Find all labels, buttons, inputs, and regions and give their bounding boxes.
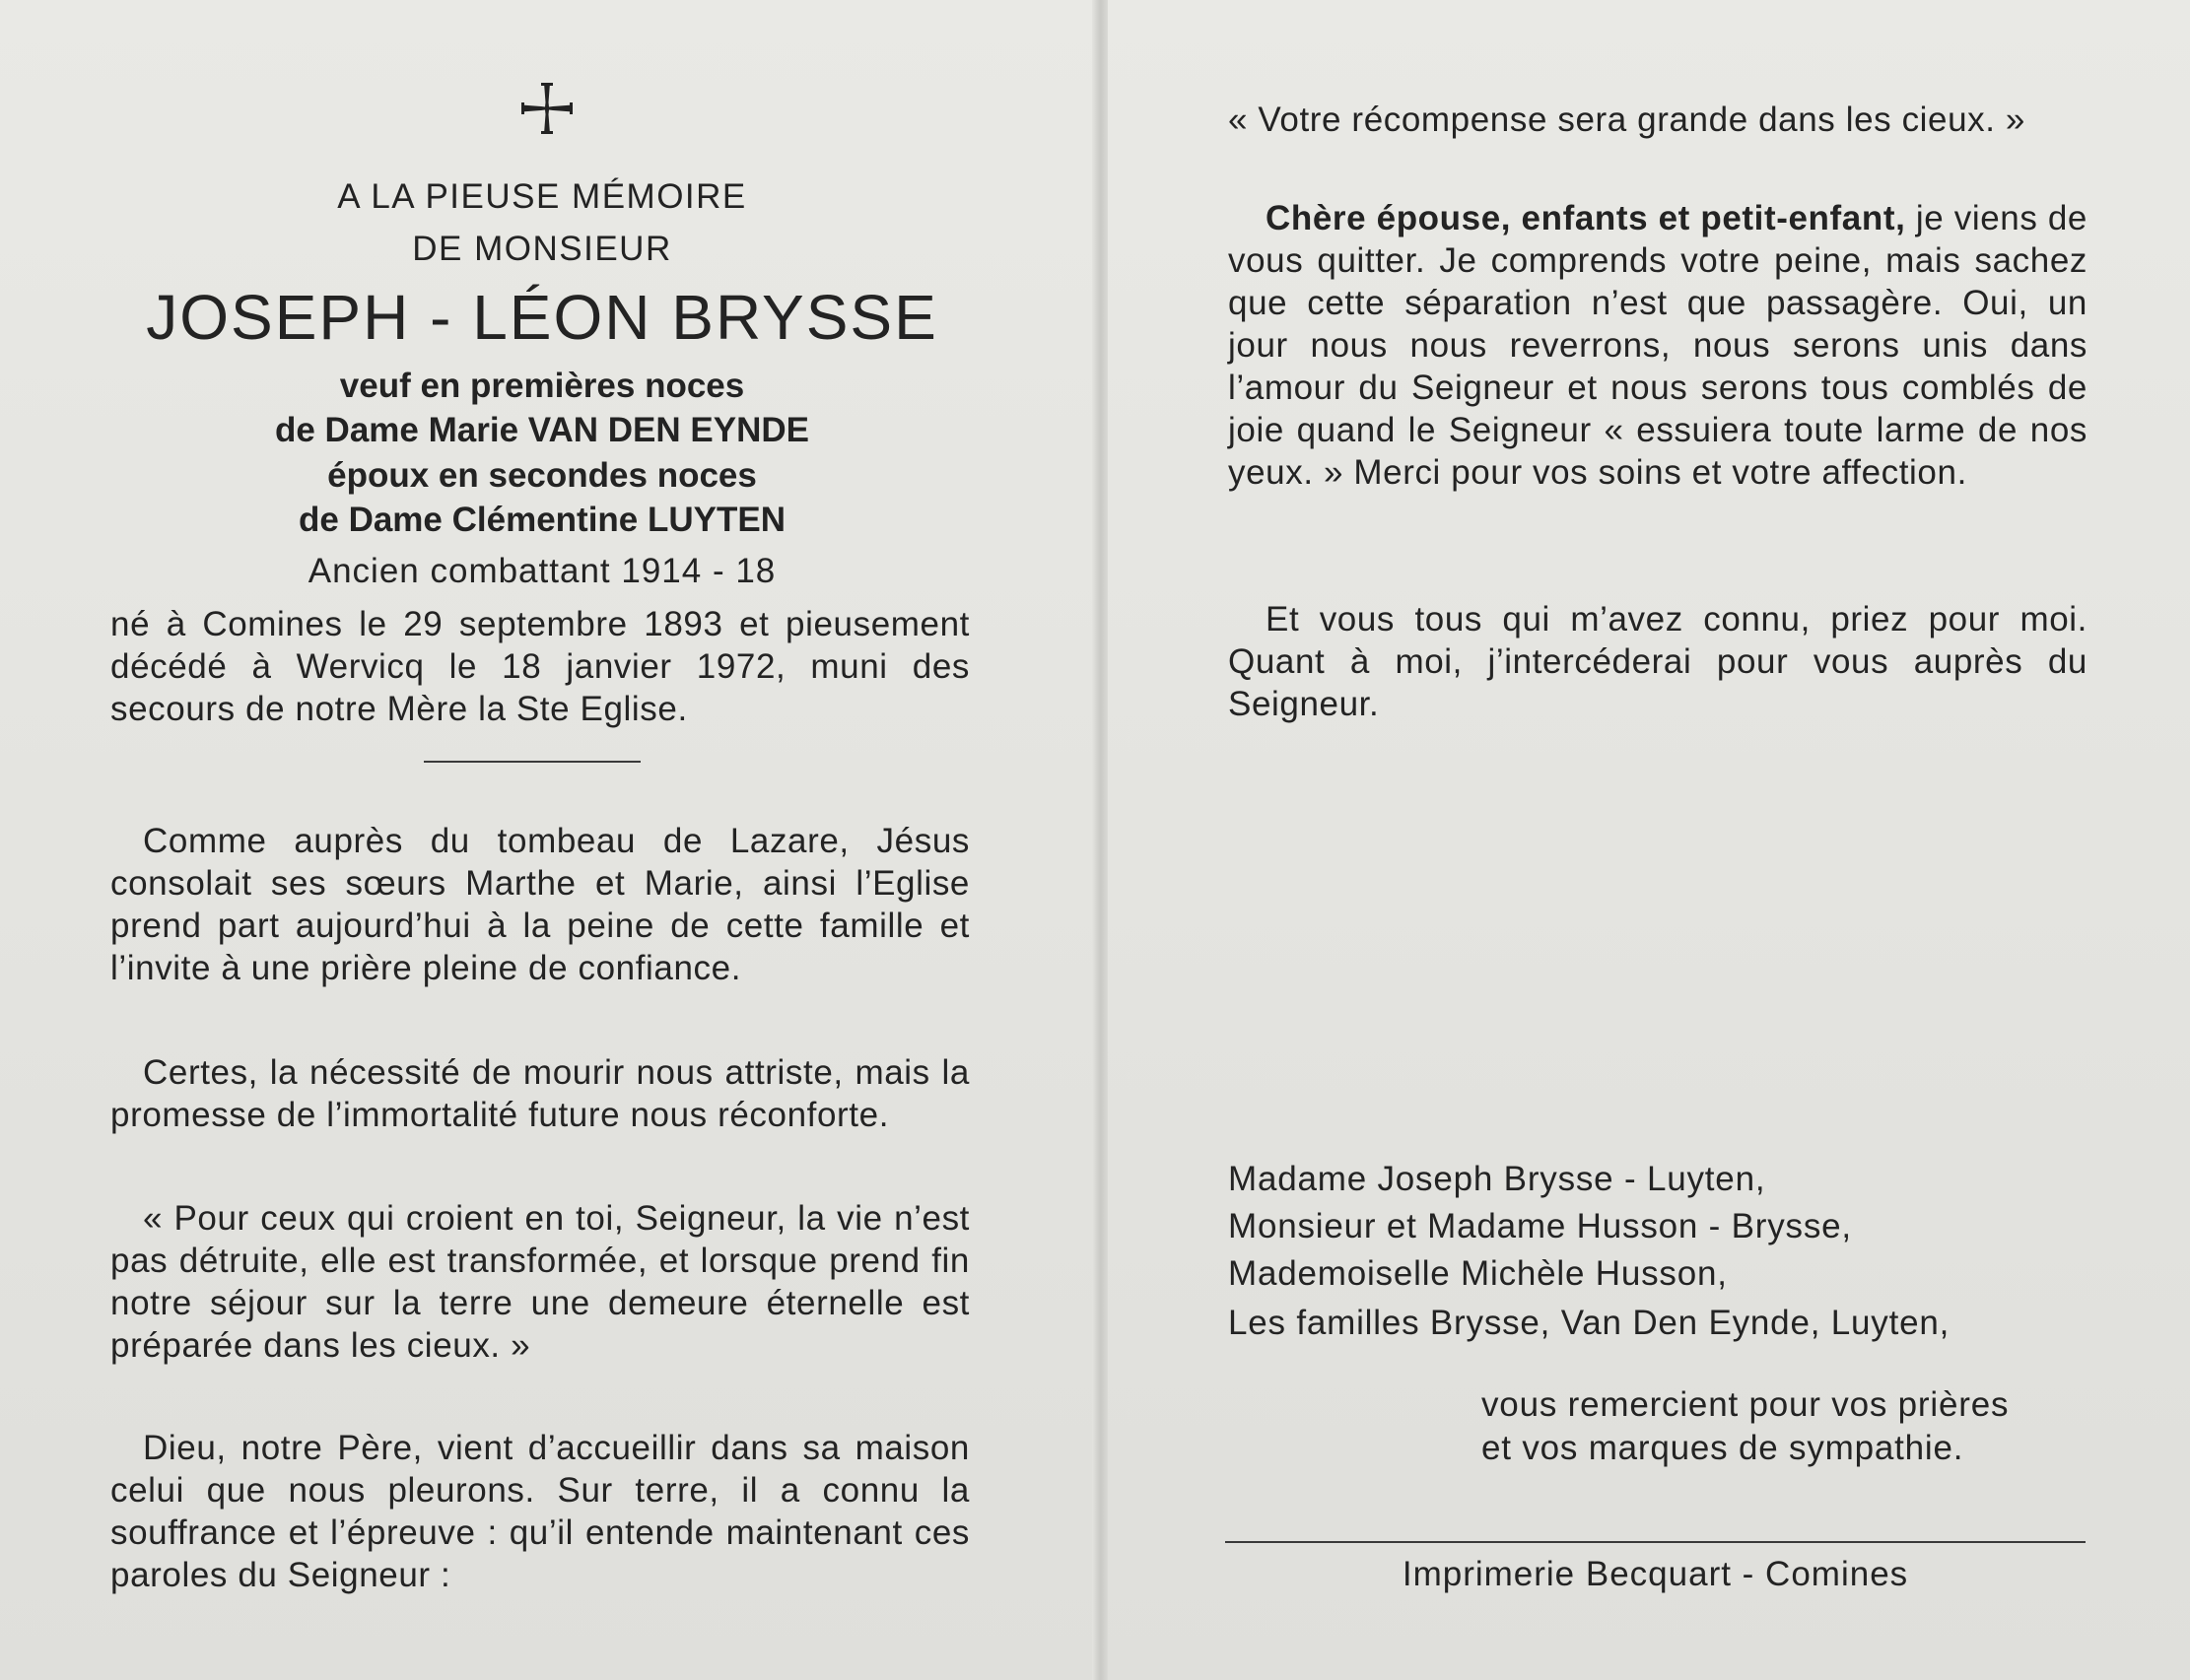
footer-divider [1225,1541,2086,1543]
farewell-address: Chère épouse, enfants et petit-enfant, [1266,199,1906,237]
marriage-line-1: veuf en premières noces [339,367,745,405]
honorific-line: DE MONSIEUR [412,230,672,268]
family-line: Mademoiselle Michèle Husson, [1228,1254,1728,1293]
thanks-line: vous remercient pour vos prières [1481,1385,2010,1424]
reward-quote: « Votre récompense sera grande dans les cieux. » [1228,101,2025,139]
birth-death-paragraph: né à Comines le 29 septembre 1893 et pieusement décédé à Wervicq le 18 janvier 1972, muni des secours de notre Mère la Ste Eglise. [110,605,970,728]
paragraph-quote: « Pour ceux qui croient en toi, Seigneur, la vie n’est pas détruite, elle est transformée, et lorsque prend fin notre séjour sur la terre une demeure éternelle est préparée dans les cieux. » [110,1199,970,1365]
thanks-line: et vos marques de sympathie. [1481,1429,1964,1467]
cross-pattee-icon [517,79,577,138]
marriage-line-4: de Dame Clémentine LUYTEN [299,501,786,539]
family-line: Madame Joseph Brysse - Luyten, [1228,1160,1766,1198]
veteran-line: Ancien combattant 1914 - 18 [308,552,777,590]
farewell-paragraph [1228,197,2087,494]
marriage-line-3: époux en secondes noces [327,456,757,495]
printer-credit: Imprimerie Becquart - Comines [1402,1555,1909,1593]
divider [424,761,641,763]
paragraph-dieu: Dieu, notre Père, vient d’accueillir dans sa maison celui que nous pleurons. Sur terre, il a connu la souffrance et l’épreuve : qu’il entende maintenant ces paroles du Seigneur : [110,1429,970,1594]
marriage-line-2: de Dame Marie VAN DEN EYNDE [274,411,809,449]
paragraph-certes: Certes, la nécessité de mourir nous attriste, mais la promesse de l’immortalité future nous réconforte. [110,1053,970,1134]
deceased-name: JOSEPH - LÉON BRYSSE [146,282,938,353]
family-line: Les familles Brysse, Van Den Eynde, Luyten, [1228,1304,1950,1342]
family-line: Monsieur et Madame Husson - Brysse, [1228,1207,1852,1245]
farewell-text: je viens de vous quitter. Je comprends votre peine, mais sachez que cette séparation n’est que passagère. Oui, un jour nous nous reverrons, nous serons unis dans l’amour du Seigneur et nous serons tous comblés de joie quand le Seigneur « essuiera toute larme de nos yeux. » Merci pour vos soins et votre affection. [1228,199,2087,492]
memorial-heading: A LA PIEUSE MÉMOIRE [337,177,747,216]
prayer-paragraph: Et vous tous qui m’avez connu, priez pour moi. Quant à moi, j’intercéderai pour vous auprès du Seigneur. [1228,600,2087,723]
card-fold [1092,0,1108,1680]
paragraph-lazare: Comme auprès du tombeau de Lazare, Jésus consolait ses sœurs Marthe et Marie, ainsi l’Eglise prend part aujourd’hui à la peine de cette famille et l’invite à une prière pleine de confiance. [110,822,970,987]
